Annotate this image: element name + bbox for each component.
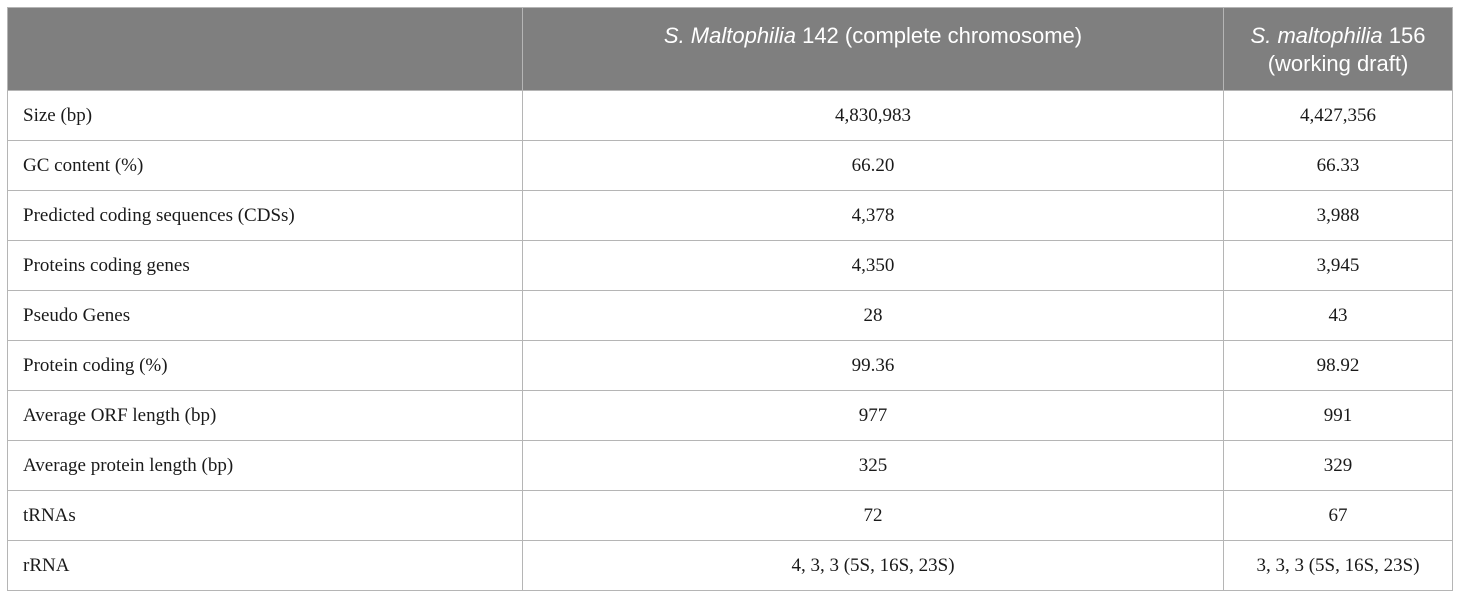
value-strain-156: 43 bbox=[1224, 291, 1453, 341]
table-body bbox=[8, 91, 1453, 591]
table-row bbox=[8, 341, 1453, 391]
row-label: Protein coding (%) bbox=[8, 341, 523, 391]
row-label: tRNAs bbox=[8, 491, 523, 541]
row-label: Predicted coding sequences (CDSs) bbox=[8, 191, 523, 241]
header-strain-142-desc: 142 (complete chromosome) bbox=[795, 23, 1083, 48]
table-row bbox=[8, 91, 1453, 141]
header-strain-156-desc: (working draft) bbox=[1267, 51, 1409, 76]
table-row bbox=[8, 491, 1453, 541]
value-strain-142: 28 bbox=[523, 291, 1224, 341]
header-strain-156-number: 156 bbox=[1382, 23, 1426, 48]
value-strain-156: 3,988 bbox=[1224, 191, 1453, 241]
value-strain-156: 329 bbox=[1224, 441, 1453, 491]
value-strain-142: 4,350 bbox=[523, 241, 1224, 291]
header-strain-156 bbox=[1224, 8, 1453, 91]
table-row bbox=[8, 191, 1453, 241]
genome-comparison-table-container bbox=[7, 7, 1452, 591]
table-row bbox=[8, 391, 1453, 441]
row-label: GC content (%) bbox=[8, 141, 523, 191]
value-strain-156: 3, 3, 3 (5S, 16S, 23S) bbox=[1224, 541, 1453, 591]
value-strain-142: 977 bbox=[523, 391, 1224, 441]
table-row bbox=[8, 241, 1453, 291]
value-strain-156: 4,427,356 bbox=[1224, 91, 1453, 141]
value-strain-142: 66.20 bbox=[523, 141, 1224, 191]
value-strain-142: 4,378 bbox=[523, 191, 1224, 241]
value-strain-142: 325 bbox=[523, 441, 1224, 491]
row-label: Pseudo Genes bbox=[8, 291, 523, 341]
value-strain-142: 99.36 bbox=[523, 341, 1224, 391]
row-label: Proteins coding genes bbox=[8, 241, 523, 291]
row-label: rRNA bbox=[8, 541, 523, 591]
table-header bbox=[8, 8, 1453, 91]
header-strain-142 bbox=[523, 8, 1224, 91]
value-strain-156: 3,945 bbox=[1224, 241, 1453, 291]
row-label: Average protein length (bp) bbox=[8, 441, 523, 491]
row-label: Average ORF length (bp) bbox=[8, 391, 523, 441]
value-strain-142: 72 bbox=[523, 491, 1224, 541]
genome-comparison-table bbox=[7, 7, 1453, 591]
header-empty-cell bbox=[8, 8, 523, 91]
table-row bbox=[8, 541, 1453, 591]
value-strain-156: 991 bbox=[1224, 391, 1453, 441]
value-strain-156: 98.92 bbox=[1224, 341, 1453, 391]
header-strain-142-species: S. Maltophilia bbox=[663, 23, 796, 48]
header-row bbox=[8, 8, 1453, 91]
row-label: Size (bp) bbox=[8, 91, 523, 141]
table-row bbox=[8, 141, 1453, 191]
header-strain-156-species: S. maltophilia bbox=[1250, 23, 1383, 48]
value-strain-156: 66.33 bbox=[1224, 141, 1453, 191]
table-row bbox=[8, 441, 1453, 491]
value-strain-142: 4, 3, 3 (5S, 16S, 23S) bbox=[523, 541, 1224, 591]
value-strain-142: 4,830,983 bbox=[523, 91, 1224, 141]
value-strain-156: 67 bbox=[1224, 491, 1453, 541]
table-row bbox=[8, 291, 1453, 341]
